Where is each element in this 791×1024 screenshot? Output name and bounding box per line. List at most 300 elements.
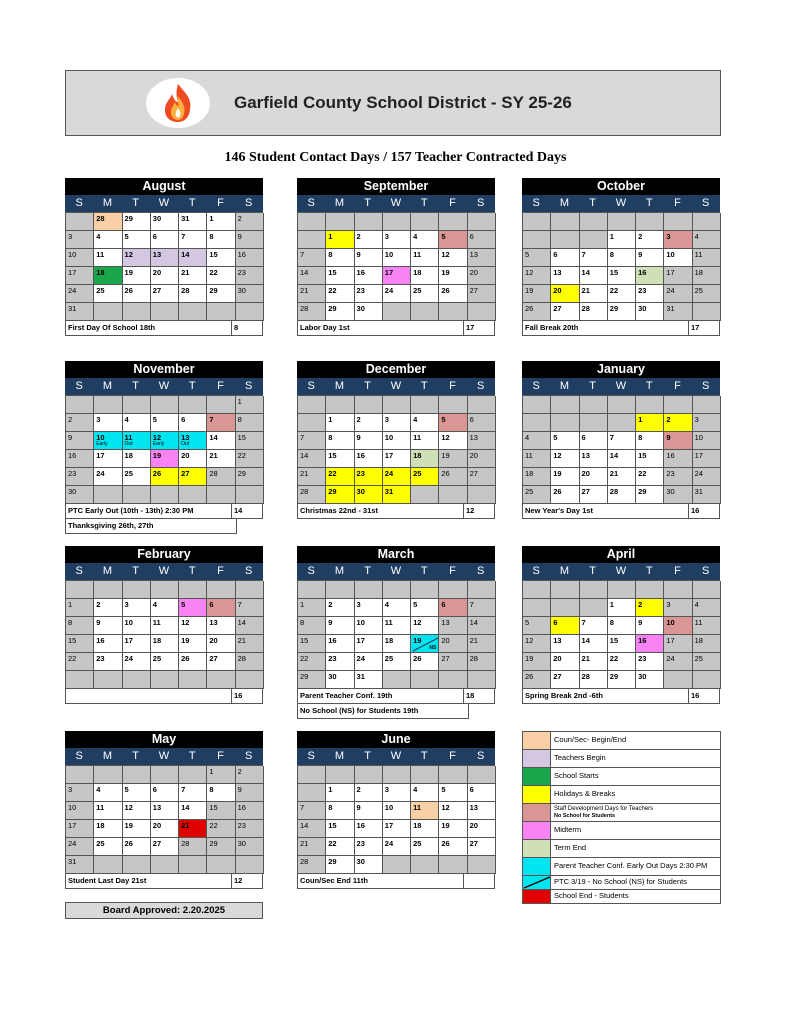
day-number: 23 xyxy=(638,286,647,295)
day-cell xyxy=(411,617,439,635)
weekday-header-row xyxy=(297,378,495,395)
day-number: 28 xyxy=(181,839,190,848)
day-number: 21 xyxy=(609,469,619,478)
day-cell xyxy=(355,671,383,689)
empty-day-cell xyxy=(179,856,207,874)
day-number: 9 xyxy=(638,250,643,259)
day-cell xyxy=(179,267,207,285)
day-cell xyxy=(468,468,496,486)
empty-day-cell xyxy=(636,581,664,599)
empty-day-cell xyxy=(236,581,264,599)
empty-day-cell xyxy=(551,599,579,617)
day-grid xyxy=(65,395,263,504)
day-cell xyxy=(326,802,354,820)
legend-label: Parent Teacher Conf. Early Out Days 2:30 PM xyxy=(554,861,708,871)
day-number: 4 xyxy=(694,232,699,241)
day-cell xyxy=(355,784,383,802)
day-cell xyxy=(580,653,608,671)
day-cell xyxy=(580,468,608,486)
month-note: First Day Of School 18th xyxy=(66,321,232,335)
day-cell xyxy=(411,820,439,838)
weekday-header: T xyxy=(420,565,428,577)
legend-item xyxy=(523,840,720,858)
day-number: 11 xyxy=(694,250,703,259)
day-number: 14 xyxy=(181,250,190,259)
day-cell xyxy=(439,468,467,486)
day-number: 1 xyxy=(300,600,305,609)
day-cell xyxy=(664,617,692,635)
weekday-header: F xyxy=(449,750,456,762)
day-number: 22 xyxy=(328,839,337,848)
day-number: 22 xyxy=(68,654,77,663)
day-number: 8 xyxy=(609,250,614,259)
day-number: 22 xyxy=(328,286,337,295)
day-cell xyxy=(664,303,692,321)
day-number: 28 xyxy=(181,286,190,295)
day-cell xyxy=(523,249,551,267)
day-number: 29 xyxy=(237,469,246,478)
day-cell xyxy=(551,468,579,486)
empty-day-cell xyxy=(468,213,496,231)
day-cell xyxy=(151,635,179,653)
day-cell xyxy=(123,653,151,671)
empty-day-cell xyxy=(636,213,664,231)
day-number: 17 xyxy=(666,636,675,645)
day-number: 20 xyxy=(581,469,590,478)
day-cell xyxy=(411,285,439,303)
weekday-header: M xyxy=(102,750,112,762)
empty-day-cell xyxy=(66,766,94,784)
day-number: 23 xyxy=(638,654,647,663)
day-cell xyxy=(523,617,551,635)
day-cell xyxy=(355,856,383,874)
day-number: 11 xyxy=(96,803,105,812)
day-cell xyxy=(411,838,439,856)
weekday-header: S xyxy=(532,565,540,577)
weekday-header: W xyxy=(615,380,627,392)
day-cell xyxy=(151,213,179,231)
weekday-header: T xyxy=(420,750,428,762)
day-number: 31 xyxy=(181,214,190,223)
day-cell xyxy=(439,820,467,838)
day-cell xyxy=(151,820,179,838)
month-february xyxy=(65,546,263,704)
day-cell xyxy=(523,303,551,321)
day-number: 24 xyxy=(68,839,77,848)
weekday-header: T xyxy=(188,565,196,577)
legend-label: Coun/Sec- Begin/End xyxy=(554,735,627,745)
day-number: 18 xyxy=(694,636,703,645)
day-cell xyxy=(236,617,264,635)
empty-day-cell xyxy=(636,396,664,414)
month-note: Spring Break 2nd -6th xyxy=(523,689,689,703)
legend-item xyxy=(523,822,720,840)
day-number: 8 xyxy=(638,433,643,442)
weekday-header: T xyxy=(188,380,196,392)
day-number: 23 xyxy=(96,654,105,663)
day-number: 6 xyxy=(581,433,586,442)
day-number: 10 xyxy=(694,433,703,442)
day-cell xyxy=(411,432,439,450)
day-cell xyxy=(66,856,94,874)
day-number: 3 xyxy=(356,600,361,609)
weekday-header: F xyxy=(449,380,456,392)
day-cell xyxy=(123,617,151,635)
day-number: 9 xyxy=(237,232,242,241)
legend-text xyxy=(551,822,720,839)
day-cell xyxy=(179,820,207,838)
day-cell xyxy=(693,653,721,671)
day-grid xyxy=(522,580,720,689)
day-cell xyxy=(326,486,354,504)
day-cell xyxy=(151,838,179,856)
day-grid xyxy=(297,765,495,874)
day-number: 17 xyxy=(694,451,703,460)
day-cell xyxy=(439,231,467,249)
day-number: 14 xyxy=(237,618,246,627)
day-cell xyxy=(636,450,664,468)
empty-day-cell xyxy=(523,231,551,249)
weekday-header-row xyxy=(522,195,720,212)
empty-day-cell xyxy=(439,486,467,504)
weekday-header: M xyxy=(102,197,112,209)
day-cell xyxy=(664,599,692,617)
empty-day-cell xyxy=(236,856,264,874)
day-number: 27 xyxy=(469,839,478,848)
day-cell xyxy=(66,285,94,303)
legend-swatch xyxy=(523,804,551,821)
month-note: Coun/Sec End 11th xyxy=(298,874,464,888)
day-cell xyxy=(580,285,608,303)
weekday-header: T xyxy=(364,565,372,577)
day-cell xyxy=(207,267,235,285)
month-may xyxy=(65,731,263,889)
day-cell xyxy=(664,468,692,486)
month-note xyxy=(66,689,232,703)
day-number: 15 xyxy=(638,451,647,460)
day-number: 31 xyxy=(356,672,365,681)
day-number: 29 xyxy=(328,487,337,496)
day-count: 16 xyxy=(691,506,700,515)
day-cell xyxy=(636,249,664,267)
empty-day-cell xyxy=(298,766,326,784)
legend-label: Staff Development Days for Teachers xyxy=(554,806,654,813)
day-number: 19 xyxy=(441,268,450,277)
day-number: 16 xyxy=(237,250,246,259)
day-cell xyxy=(439,599,467,617)
month-title: October xyxy=(522,178,720,195)
day-number: 21 xyxy=(469,636,478,645)
color-legend xyxy=(522,731,721,904)
empty-day-cell xyxy=(411,856,439,874)
day-cell xyxy=(123,285,151,303)
day-number: 12 xyxy=(441,250,450,259)
weekday-header: S xyxy=(307,565,315,577)
day-cell xyxy=(151,468,179,486)
day-cell xyxy=(326,249,354,267)
day-cell xyxy=(94,784,122,802)
day-number: 6 xyxy=(469,785,474,794)
day-number: 27 xyxy=(553,304,562,313)
day-cell xyxy=(383,450,411,468)
day-cell xyxy=(236,450,264,468)
day-cell xyxy=(94,617,122,635)
day-number: 17 xyxy=(384,268,394,277)
day-cell xyxy=(693,635,721,653)
day-number: 2 xyxy=(237,214,242,223)
day-cell xyxy=(236,820,264,838)
day-cell xyxy=(693,285,721,303)
day-number: 3 xyxy=(96,415,101,424)
legend-item xyxy=(523,768,720,786)
day-number: 29 xyxy=(638,487,647,496)
day-cell xyxy=(94,599,122,617)
day-cell xyxy=(608,285,636,303)
day-number: 14 xyxy=(181,803,190,812)
day-number: 4 xyxy=(525,433,530,442)
month-september xyxy=(297,178,495,336)
day-number: 11 xyxy=(124,433,133,442)
month-note-row xyxy=(522,689,720,704)
day-cell xyxy=(580,432,608,450)
day-number: 20 xyxy=(469,451,478,460)
weekday-header: W xyxy=(615,565,627,577)
day-number: 16 xyxy=(638,636,647,645)
empty-day-cell xyxy=(439,766,467,784)
day-cell xyxy=(207,766,235,784)
empty-day-cell xyxy=(94,856,122,874)
day-number: 22 xyxy=(300,654,309,663)
day-cell xyxy=(94,820,122,838)
weekday-header-row xyxy=(297,748,495,765)
day-number: 30 xyxy=(328,672,337,681)
day-number: 23 xyxy=(356,469,365,478)
day-cell xyxy=(151,249,179,267)
weekday-header: F xyxy=(674,565,681,577)
day-cell xyxy=(298,635,326,653)
legend-text xyxy=(551,786,720,803)
district-logo xyxy=(146,78,210,128)
empty-day-cell xyxy=(468,486,496,504)
day-cell xyxy=(94,414,122,432)
day-cell xyxy=(693,617,721,635)
day-cell xyxy=(468,653,496,671)
weekday-header: M xyxy=(334,380,344,392)
day-number: 29 xyxy=(209,286,218,295)
day-cell xyxy=(468,617,496,635)
day-cell xyxy=(94,249,122,267)
day-grid xyxy=(297,212,495,321)
day-number: 7 xyxy=(609,433,614,442)
day-cell xyxy=(236,599,264,617)
empty-day-cell xyxy=(523,213,551,231)
day-cell xyxy=(326,838,354,856)
day-number: 3 xyxy=(68,785,73,794)
day-cell xyxy=(207,432,235,450)
day-cell xyxy=(439,267,467,285)
day-number: 17 xyxy=(356,636,365,645)
month-june xyxy=(297,731,495,889)
day-cell xyxy=(636,303,664,321)
legend-text xyxy=(551,750,720,767)
day-cell xyxy=(383,653,411,671)
day-cell xyxy=(439,617,467,635)
day-number: 11 xyxy=(152,618,161,627)
day-cell xyxy=(179,617,207,635)
empty-day-cell xyxy=(207,486,235,504)
day-cell xyxy=(693,486,721,504)
day-cell xyxy=(151,267,179,285)
day-cell xyxy=(551,617,579,635)
legend-swatch xyxy=(523,876,551,889)
day-number: 8 xyxy=(209,232,214,241)
month-title: September xyxy=(297,178,495,195)
day-cell xyxy=(207,838,235,856)
day-cell xyxy=(66,249,94,267)
day-number: 16 xyxy=(356,268,365,277)
day-number: 3 xyxy=(124,600,129,609)
day-cell xyxy=(355,802,383,820)
empty-day-cell xyxy=(608,414,636,432)
day-cell xyxy=(179,468,207,486)
empty-day-cell xyxy=(326,396,354,414)
month-note-row xyxy=(522,321,720,336)
empty-day-cell xyxy=(580,396,608,414)
weekday-header: T xyxy=(589,197,597,209)
day-number: 4 xyxy=(413,415,418,424)
day-cell xyxy=(326,303,354,321)
day-cell xyxy=(66,802,94,820)
day-number: 24 xyxy=(666,286,675,295)
empty-day-cell xyxy=(383,396,411,414)
weekday-header: S xyxy=(307,750,315,762)
day-number: 26 xyxy=(525,672,534,681)
day-cell xyxy=(298,486,326,504)
day-cell xyxy=(439,432,467,450)
day-number: 18 xyxy=(413,451,422,460)
day-cell xyxy=(326,653,354,671)
day-grid xyxy=(522,212,720,321)
weekday-header: F xyxy=(217,565,224,577)
empty-day-cell xyxy=(411,303,439,321)
day-cell xyxy=(123,450,151,468)
empty-day-cell xyxy=(411,213,439,231)
empty-day-cell xyxy=(207,856,235,874)
day-cell xyxy=(94,450,122,468)
legend-swatch xyxy=(523,822,551,839)
day-cell xyxy=(151,414,179,432)
month-note-row xyxy=(297,874,495,889)
day-cell xyxy=(523,653,551,671)
empty-day-cell xyxy=(179,671,207,689)
empty-day-cell xyxy=(298,784,326,802)
empty-day-cell xyxy=(236,486,264,504)
month-title: March xyxy=(297,546,495,563)
day-number: 16 xyxy=(638,268,647,277)
day-number: 31 xyxy=(694,487,703,496)
day-number: 11 xyxy=(413,803,421,812)
day-cell xyxy=(439,784,467,802)
day-cell xyxy=(298,267,326,285)
weekday-header: S xyxy=(702,565,710,577)
legend-swatch xyxy=(523,768,551,785)
day-grid xyxy=(522,395,720,504)
day-cell xyxy=(468,784,496,802)
day-cell xyxy=(236,285,264,303)
legend-label: Term End xyxy=(554,843,587,853)
weekday-header: S xyxy=(307,197,315,209)
day-cell xyxy=(411,468,439,486)
day-cell xyxy=(664,635,692,653)
day-number: 2 xyxy=(638,600,643,609)
day-cell xyxy=(636,414,664,432)
day-cell xyxy=(664,267,692,285)
day-number: 19 xyxy=(441,821,450,830)
day-number: 15 xyxy=(328,821,337,830)
day-number: 16 xyxy=(68,451,77,460)
day-number: 5 xyxy=(441,415,446,424)
empty-day-cell xyxy=(66,396,94,414)
day-cell xyxy=(580,249,608,267)
day-number: 2 xyxy=(356,415,361,424)
day-cell xyxy=(179,802,207,820)
day-number: 4 xyxy=(124,415,129,424)
weekday-header: T xyxy=(364,750,372,762)
day-number: 11 xyxy=(384,618,393,627)
legend-swatch xyxy=(523,732,551,749)
day-count: 16 xyxy=(691,691,700,700)
day-cell xyxy=(468,249,496,267)
day-cell xyxy=(94,802,122,820)
day-number: 7 xyxy=(181,232,186,241)
day-cell xyxy=(411,599,439,617)
day-cell xyxy=(66,653,94,671)
weekday-header: W xyxy=(158,380,170,392)
day-number: 1 xyxy=(68,600,73,609)
month-note-secondary: No School (NS) for Students 19th xyxy=(297,704,469,719)
empty-day-cell xyxy=(693,396,721,414)
day-cell xyxy=(664,653,692,671)
day-grid xyxy=(65,212,263,321)
day-number: 17 xyxy=(68,268,77,277)
weekday-header: W xyxy=(390,197,402,209)
day-number: 20 xyxy=(441,636,450,645)
day-cell xyxy=(326,820,354,838)
day-number: 9 xyxy=(356,803,361,812)
empty-day-cell xyxy=(179,486,207,504)
day-number: 30 xyxy=(666,487,675,496)
day-number: 13 xyxy=(469,433,478,442)
day-number: 8 xyxy=(328,433,333,442)
weekday-header-row xyxy=(65,748,263,765)
day-cell xyxy=(580,303,608,321)
legend-text xyxy=(551,732,720,749)
weekday-header: S xyxy=(245,565,253,577)
day-cell xyxy=(468,432,496,450)
day-number: 1 xyxy=(237,397,242,406)
weekday-header: S xyxy=(75,197,83,209)
day-annotation: Early xyxy=(152,441,165,448)
day-cell xyxy=(207,213,235,231)
day-cell xyxy=(355,249,383,267)
day-number: 20 xyxy=(152,268,162,277)
day-number: 2 xyxy=(638,232,643,241)
day-number: 5 xyxy=(553,433,558,442)
day-number: 15 xyxy=(328,451,337,460)
day-grid xyxy=(65,765,263,874)
day-cell xyxy=(468,414,496,432)
day-cell xyxy=(298,617,326,635)
